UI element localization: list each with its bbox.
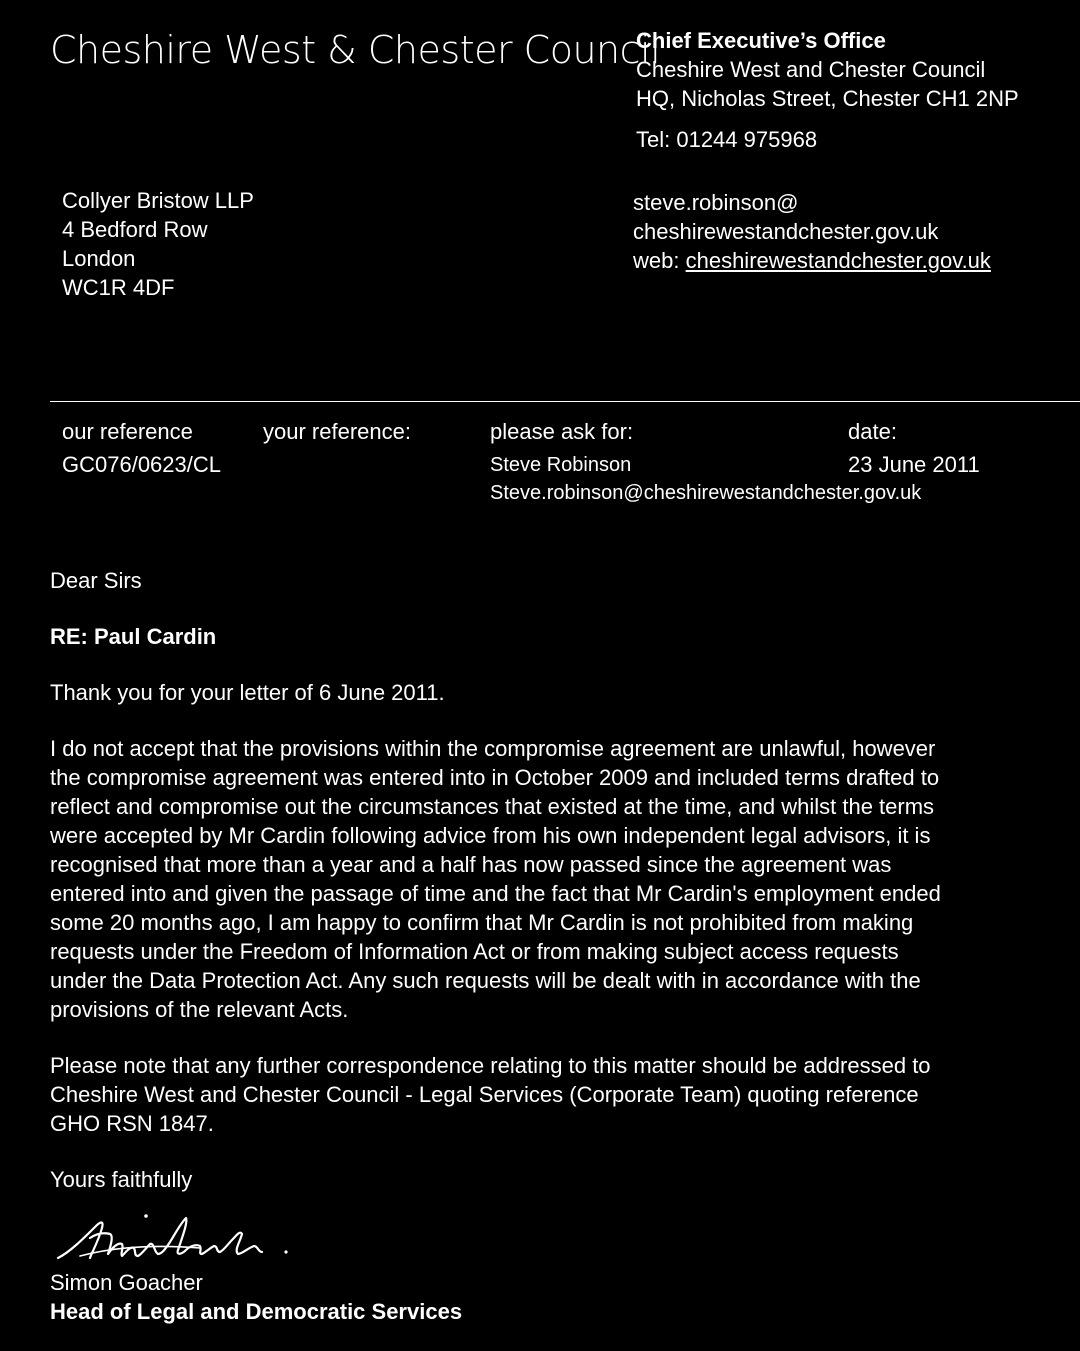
paragraph-line: requests under the Freedom of Information Act or from making subject access requests	[50, 939, 899, 964]
date-label: date:	[848, 419, 897, 444]
paragraph-line: GHO RSN 1847.	[50, 1111, 214, 1136]
contact-web	[633, 246, 991, 275]
recipient-line: WC1R 4DF	[62, 275, 175, 300]
thanks-line: Thank you for your letter of 6 June 2011.	[50, 680, 445, 705]
subject-line: RE: Paul Cardin	[50, 624, 217, 649]
handwritten-signature	[50, 1208, 430, 1266]
our-reference-label: our reference	[62, 419, 193, 444]
our-reference-value: GC076/0623/CL	[62, 452, 221, 477]
contact-block	[633, 188, 991, 275]
paragraph-line: recognised that more than a year and a half has now passed since the agreement was	[50, 852, 892, 877]
letter-body	[50, 566, 1060, 1326]
contact-email-line2[interactable]: cheshirewestandchester.gov.uk	[633, 219, 939, 244]
recipient-line: 4 Bedford Row	[62, 217, 208, 242]
recipient-line: Collyer Bristow LLP	[62, 188, 254, 213]
office-address: HQ, Nicholas Street, Chester CH1 2NP	[636, 86, 1019, 111]
paragraph-line: entered into and given the passage of time and the fact that Mr Cardin's employment ended	[50, 881, 941, 906]
recipient-line: London	[62, 246, 136, 271]
paragraph-line: Cheshire West and Chester Council - Legal Services (Corporate Team) quoting reference	[50, 1082, 919, 1107]
recipient-address	[62, 186, 254, 302]
paragraph-compromise-agreement	[50, 734, 1060, 1024]
contact-web-link[interactable]: cheshirewestandchester.gov.uk	[685, 248, 991, 273]
contact-email-line1[interactable]: steve.robinson@	[633, 190, 799, 215]
ask-for-email[interactable]: Steve.robinson@cheshirewestandchester.gov.uk	[490, 482, 922, 504]
signer-name: Simon Goacher	[50, 1270, 203, 1295]
paragraph-line: the compromise agreement was entered into in October 2009 and included terms drafted to	[50, 765, 940, 790]
paragraph-line: under the Data Protection Act. Any such requests will be dealt with in accordance with the	[50, 968, 921, 993]
paragraph-further-correspondence	[50, 1051, 1060, 1138]
your-reference-label: your reference:	[263, 419, 411, 444]
contact-web-prefix: web:	[633, 248, 686, 273]
council-logo: Cheshire West & Chester Council	[50, 28, 661, 72]
paragraph-line: provisions of the relevant Acts.	[50, 997, 349, 1022]
paragraph-line: reflect and compromise out the circumstances that existed at the time, and whilst the terms	[50, 794, 935, 819]
date-value: 23 June 2011	[848, 452, 980, 477]
paragraph-line: I do not accept that the provisions within the compromise agreement are unlawful, however	[50, 736, 936, 761]
office-tel: Tel: 01244 975968	[636, 127, 818, 152]
office-org-name: Cheshire West and Chester Council	[636, 57, 986, 82]
salutation: Dear Sirs	[50, 568, 142, 593]
ask-for-label: please ask for:	[490, 419, 634, 444]
reference-divider	[50, 401, 1080, 402]
paragraph-line: Please note that any further correspondence relating to this matter should be addressed to	[50, 1053, 931, 1078]
paragraph-line: were accepted by Mr Cardin following advice from his own independent legal advisors, it is	[50, 823, 931, 848]
signer-title: Head of Legal and Democratic Services	[50, 1299, 463, 1324]
closing: Yours faithfully	[50, 1167, 193, 1192]
ask-for-name: Steve Robinson	[490, 454, 632, 476]
paragraph-line: some 20 months ago, I am happy to confirm that Mr Cardin is not prohibited from making	[50, 910, 914, 935]
office-block	[636, 26, 1019, 154]
office-title: Chief Executive’s Office	[636, 28, 886, 53]
